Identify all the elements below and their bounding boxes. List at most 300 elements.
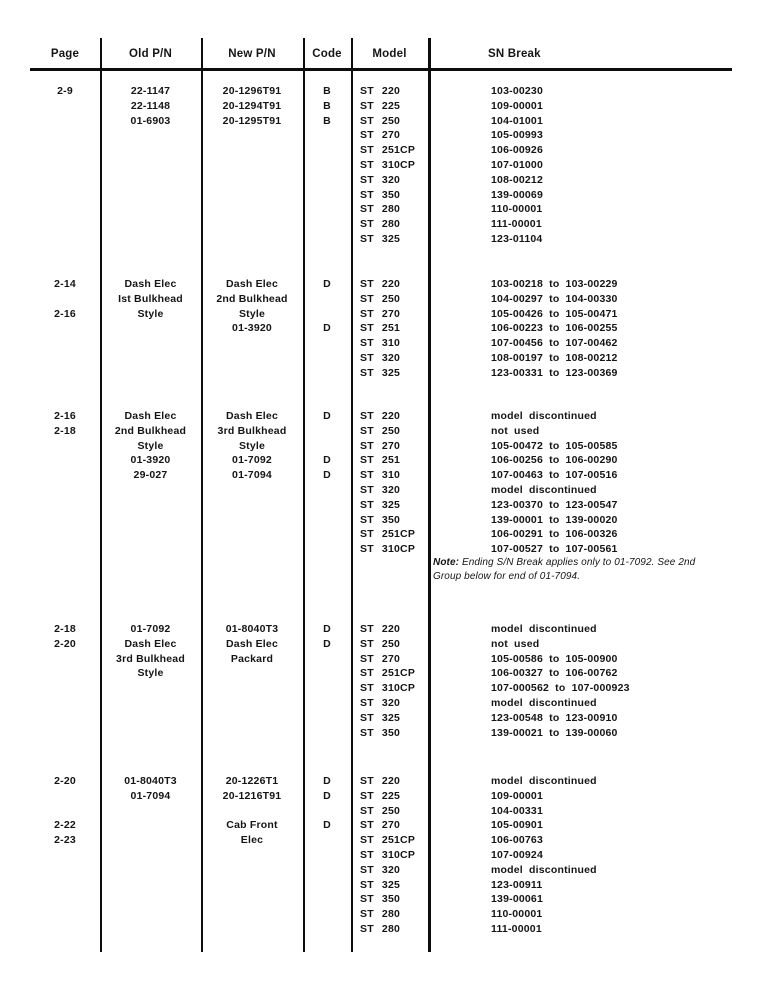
sn-break-note bbox=[433, 556, 733, 583]
cell-new: Dash Elec bbox=[226, 637, 278, 650]
cell-code: B bbox=[323, 114, 331, 127]
cell-sn: 106-00763 bbox=[491, 834, 544, 847]
cell-model: ST 250 bbox=[360, 424, 401, 437]
header-sn-break: SN Break bbox=[488, 48, 541, 60]
cell-model: ST 280 bbox=[360, 218, 401, 231]
cell-new: 20-1295T91 bbox=[222, 114, 282, 127]
cell-page bbox=[30, 848, 100, 863]
cell-page bbox=[30, 542, 100, 557]
cell-model: ST 350 bbox=[360, 893, 401, 906]
cell-code bbox=[303, 188, 351, 203]
cell-new: 20-1226T1 bbox=[225, 775, 279, 787]
cell-old bbox=[100, 527, 201, 542]
cell-sn: 103-00230 bbox=[491, 85, 544, 97]
cell-sn: 106-00926 bbox=[491, 144, 544, 157]
cell-code bbox=[303, 232, 351, 247]
cell-model: ST 251CP bbox=[360, 834, 416, 847]
cell-sn: 139-00001 to 139-00020 bbox=[491, 513, 618, 526]
cell-code bbox=[303, 711, 351, 726]
table-row bbox=[30, 158, 732, 173]
cell-sn: 104-00297 to 104-00330 bbox=[491, 292, 618, 305]
cell-old bbox=[100, 711, 201, 726]
cell-code bbox=[303, 143, 351, 158]
cell-old bbox=[100, 173, 201, 188]
cell-model: ST 310CP bbox=[360, 848, 416, 861]
cell-old bbox=[100, 848, 201, 863]
cell-sn: 111-00001 bbox=[491, 218, 542, 231]
table-row bbox=[30, 99, 732, 114]
cell-new: Style bbox=[238, 439, 266, 452]
cell-code bbox=[303, 907, 351, 922]
cell-code bbox=[303, 666, 351, 681]
cell-page bbox=[30, 336, 100, 351]
cell-page: 2-20 bbox=[54, 775, 76, 787]
cell-sn: 107-00463 to 107-00516 bbox=[491, 469, 618, 482]
cell-sn: 105-00426 to 105-00471 bbox=[491, 307, 618, 320]
cell-new: 2nd Bulkhead bbox=[216, 292, 288, 305]
cell-new bbox=[201, 158, 303, 173]
header-page: Page bbox=[50, 48, 80, 60]
table-row bbox=[30, 622, 732, 637]
cell-new bbox=[201, 527, 303, 542]
cell-page bbox=[30, 217, 100, 232]
cell-new: 20-1296T91 bbox=[222, 85, 282, 97]
cell-code bbox=[303, 202, 351, 217]
cell-code bbox=[303, 681, 351, 696]
table-row bbox=[30, 128, 732, 143]
cell-new bbox=[201, 666, 303, 681]
table-row bbox=[30, 907, 732, 922]
cell-model: ST 280 bbox=[360, 203, 401, 216]
cell-new bbox=[201, 848, 303, 863]
cell-page bbox=[30, 498, 100, 513]
cell-sn: 123-00911 bbox=[491, 878, 543, 891]
note-label: Note: bbox=[433, 557, 460, 568]
header-code: Code bbox=[312, 48, 342, 60]
cell-sn: 139-00061 bbox=[491, 893, 544, 906]
table-row bbox=[30, 637, 732, 652]
cell-page: 2-23 bbox=[54, 834, 76, 847]
table-row bbox=[30, 848, 732, 863]
cell-code: D bbox=[323, 322, 331, 335]
table-row bbox=[30, 202, 732, 217]
cell-sn: model discontinued bbox=[491, 410, 597, 422]
cell-model: ST 251 bbox=[360, 454, 401, 467]
row-group bbox=[30, 774, 732, 937]
cell-page bbox=[30, 652, 100, 667]
note-text-line1: Ending S/N Break applies only to 01-7092. See 2nd bbox=[459, 557, 696, 568]
cell-old: Ist Bulkhead bbox=[118, 292, 183, 305]
cell-new: 01-8040T3 bbox=[225, 623, 279, 635]
header-rule bbox=[30, 68, 732, 71]
cell-new bbox=[201, 696, 303, 711]
table-row bbox=[30, 366, 732, 381]
cell-page bbox=[30, 878, 100, 893]
cell-code bbox=[303, 696, 351, 711]
cell-old bbox=[100, 542, 201, 557]
table-header-row bbox=[30, 44, 732, 64]
cell-code: D bbox=[323, 469, 331, 482]
cell-code bbox=[303, 922, 351, 937]
cell-code bbox=[303, 498, 351, 513]
table-row bbox=[30, 277, 732, 292]
cell-page bbox=[30, 439, 100, 454]
cell-code: D bbox=[323, 775, 331, 787]
cell-code bbox=[303, 527, 351, 542]
cell-new bbox=[201, 173, 303, 188]
cell-page bbox=[30, 321, 100, 336]
cell-code bbox=[303, 336, 351, 351]
table-row bbox=[30, 513, 732, 528]
cell-model: ST 220 bbox=[360, 410, 401, 422]
cell-new bbox=[201, 143, 303, 158]
table-row bbox=[30, 696, 732, 711]
cell-new bbox=[201, 351, 303, 366]
cell-model: ST 320 bbox=[360, 173, 401, 186]
cell-sn: 107-00527 to 107-00561 bbox=[491, 543, 618, 556]
cell-page bbox=[30, 483, 100, 498]
cell-old: 2nd Bulkhead bbox=[114, 424, 187, 437]
cell-model: ST 225 bbox=[360, 789, 401, 802]
cell-model: ST 325 bbox=[360, 498, 401, 511]
cell-model: ST 310CP bbox=[360, 682, 416, 695]
cell-old bbox=[100, 833, 201, 848]
cell-new: 20-1294T91 bbox=[222, 99, 282, 112]
cell-page bbox=[30, 351, 100, 366]
cell-model: ST 250 bbox=[360, 637, 401, 650]
cell-sn: 123-00331 to 123-00369 bbox=[491, 366, 618, 379]
cell-new bbox=[201, 711, 303, 726]
cell-page bbox=[30, 202, 100, 217]
cell-page bbox=[30, 907, 100, 922]
cell-old: Dash Elec bbox=[124, 410, 177, 422]
table-row bbox=[30, 336, 732, 351]
cell-old: 01-3920 bbox=[130, 454, 171, 467]
cell-model: ST 270 bbox=[360, 129, 401, 142]
cell-model: ST 320 bbox=[360, 863, 401, 876]
cell-model: ST 320 bbox=[360, 483, 401, 496]
cell-old bbox=[100, 892, 201, 907]
cell-old bbox=[100, 863, 201, 878]
cell-new: Cab Front bbox=[226, 819, 278, 832]
row-group bbox=[30, 277, 732, 381]
cell-old bbox=[100, 232, 201, 247]
table-row bbox=[30, 409, 732, 424]
cell-old bbox=[100, 498, 201, 513]
table-row bbox=[30, 878, 732, 893]
cell-sn: 107-00924 bbox=[491, 848, 544, 861]
cell-model: ST 220 bbox=[360, 278, 401, 290]
table-row bbox=[30, 863, 732, 878]
table-row bbox=[30, 217, 732, 232]
cell-sn: model discontinued bbox=[491, 696, 597, 709]
row-group bbox=[30, 622, 732, 740]
cell-new bbox=[201, 681, 303, 696]
cell-sn: model discontinued bbox=[491, 863, 597, 876]
cell-page: 2-22 bbox=[54, 819, 76, 832]
cell-old: 22-1148 bbox=[130, 99, 171, 112]
cell-code bbox=[303, 366, 351, 381]
cell-sn: model discontinued bbox=[491, 483, 597, 496]
cell-code: D bbox=[323, 637, 331, 650]
cell-page bbox=[30, 468, 100, 483]
cell-sn: 104-00331 bbox=[491, 804, 544, 817]
cell-code bbox=[303, 892, 351, 907]
cell-new bbox=[201, 513, 303, 528]
cell-page bbox=[30, 366, 100, 381]
table-row bbox=[30, 84, 732, 99]
cell-old: 01-8040T3 bbox=[124, 775, 177, 787]
table-row bbox=[30, 188, 732, 203]
header-model: Model bbox=[372, 48, 407, 60]
cell-model: ST 325 bbox=[360, 366, 401, 379]
cell-sn: 107-00456 to 107-00462 bbox=[491, 337, 618, 350]
cell-old bbox=[100, 696, 201, 711]
cell-new bbox=[201, 232, 303, 247]
cell-page: 2-16 bbox=[54, 410, 76, 422]
cell-page bbox=[30, 128, 100, 143]
cell-page bbox=[30, 892, 100, 907]
cell-model: ST 320 bbox=[360, 351, 401, 364]
cell-sn: 109-00001 bbox=[491, 99, 544, 112]
cell-code bbox=[303, 804, 351, 819]
cell-code bbox=[303, 424, 351, 439]
cell-old bbox=[100, 128, 201, 143]
cell-code bbox=[303, 833, 351, 848]
cell-sn: 110-00001 bbox=[491, 203, 543, 216]
cell-sn: 111-00001 bbox=[491, 922, 542, 935]
cell-model: ST 310 bbox=[360, 337, 401, 350]
cell-page bbox=[30, 711, 100, 726]
cell-code: D bbox=[323, 454, 331, 467]
cell-page: 2-20 bbox=[54, 637, 76, 650]
table-row bbox=[30, 321, 732, 336]
table-row bbox=[30, 726, 732, 741]
cell-model: ST 280 bbox=[360, 922, 401, 935]
cell-old: Style bbox=[137, 439, 164, 452]
cell-model: ST 251CP bbox=[360, 667, 416, 680]
cell-model: ST 310CP bbox=[360, 543, 416, 556]
cell-old: Style bbox=[137, 667, 164, 680]
cell-code bbox=[303, 726, 351, 741]
cell-code bbox=[303, 128, 351, 143]
cell-page bbox=[30, 158, 100, 173]
table-row bbox=[30, 232, 732, 247]
table-row bbox=[30, 527, 732, 542]
table-row bbox=[30, 351, 732, 366]
cell-sn: model discontinued bbox=[491, 775, 597, 787]
cell-sn: 106-00291 to 106-00326 bbox=[491, 528, 618, 541]
cell-code bbox=[303, 158, 351, 173]
cell-code: B bbox=[323, 99, 331, 112]
cell-code: D bbox=[323, 623, 331, 635]
cell-page bbox=[30, 789, 100, 804]
cell-model: ST 270 bbox=[360, 439, 401, 452]
table-row bbox=[30, 804, 732, 819]
cell-page bbox=[30, 143, 100, 158]
cell-model: ST 325 bbox=[360, 232, 401, 245]
table-row bbox=[30, 666, 732, 681]
table-row bbox=[30, 307, 732, 322]
cell-code: D bbox=[323, 410, 331, 422]
cell-sn: 123-01104 bbox=[491, 232, 543, 245]
cell-model: ST 250 bbox=[360, 292, 401, 305]
cell-new bbox=[201, 878, 303, 893]
cell-page bbox=[30, 173, 100, 188]
cell-new bbox=[201, 726, 303, 741]
cell-sn: 107-01000 bbox=[491, 158, 544, 171]
cell-model: ST 251CP bbox=[360, 144, 416, 157]
header-old-pn: Old P/N bbox=[129, 48, 172, 60]
cell-old: Dash Elec bbox=[124, 278, 177, 290]
cell-code bbox=[303, 439, 351, 454]
cell-old: 01-7092 bbox=[130, 623, 171, 635]
cell-code bbox=[303, 217, 351, 232]
cell-page bbox=[30, 188, 100, 203]
cell-old bbox=[100, 513, 201, 528]
cell-code bbox=[303, 292, 351, 307]
cell-code bbox=[303, 513, 351, 528]
cell-new bbox=[201, 542, 303, 557]
cell-sn: 106-00327 to 106-00762 bbox=[491, 667, 618, 680]
cell-code bbox=[303, 483, 351, 498]
table-row bbox=[30, 439, 732, 454]
cell-code bbox=[303, 173, 351, 188]
table-row bbox=[30, 498, 732, 513]
cell-new: 01-7092 bbox=[232, 454, 272, 467]
cell-sn: 104-01001 bbox=[491, 114, 544, 127]
cell-sn: 105-00993 bbox=[491, 129, 544, 142]
cell-model: ST 350 bbox=[360, 726, 401, 739]
cell-page bbox=[30, 114, 100, 129]
cell-sn: 109-00001 bbox=[491, 789, 544, 802]
cell-page bbox=[30, 863, 100, 878]
cell-new: 3rd Bulkhead bbox=[217, 424, 287, 437]
cell-new bbox=[201, 498, 303, 513]
table-row bbox=[30, 818, 732, 833]
cell-model: ST 350 bbox=[360, 513, 401, 526]
table-row bbox=[30, 789, 732, 804]
cell-old bbox=[100, 351, 201, 366]
cell-code bbox=[303, 307, 351, 322]
cell-old bbox=[100, 143, 201, 158]
cell-model: ST 270 bbox=[360, 307, 401, 320]
cell-new bbox=[201, 202, 303, 217]
cell-old: Style bbox=[137, 307, 164, 320]
cell-code: D bbox=[323, 789, 331, 802]
cell-page: 2-9 bbox=[57, 85, 73, 97]
cell-page bbox=[30, 232, 100, 247]
cell-sn: 123-00548 to 123-00910 bbox=[491, 711, 618, 724]
cell-model: ST 310 bbox=[360, 469, 401, 482]
cell-new bbox=[201, 804, 303, 819]
table-row bbox=[30, 652, 732, 667]
cell-old: Dash Elec bbox=[124, 637, 177, 650]
cell-old bbox=[100, 217, 201, 232]
cell-sn: not used bbox=[491, 424, 540, 437]
cell-new bbox=[201, 336, 303, 351]
cell-new: Packard bbox=[230, 652, 274, 665]
note-text-line2: Group below for end of 01-7094. bbox=[433, 570, 581, 582]
cell-model: ST 225 bbox=[360, 99, 401, 112]
cell-page bbox=[30, 99, 100, 114]
table-row bbox=[30, 173, 732, 188]
cell-model: ST 280 bbox=[360, 908, 401, 921]
cell-new: Style bbox=[238, 307, 266, 320]
cell-sn: 139-00021 to 139-00060 bbox=[491, 726, 618, 739]
cell-code bbox=[303, 351, 351, 366]
cell-new: Dash Elec bbox=[226, 278, 278, 290]
table-row bbox=[30, 292, 732, 307]
cell-model: ST 325 bbox=[360, 878, 401, 891]
cell-page bbox=[30, 726, 100, 741]
cell-sn: 105-00472 to 105-00585 bbox=[491, 439, 618, 452]
cell-new: 01-3920 bbox=[232, 322, 272, 335]
cell-page: 2-14 bbox=[54, 278, 76, 290]
table-row bbox=[30, 774, 732, 789]
table-row bbox=[30, 143, 732, 158]
cell-page bbox=[30, 513, 100, 528]
cell-new bbox=[201, 188, 303, 203]
cell-model: ST 250 bbox=[360, 804, 401, 817]
cell-old: 3rd Bulkhead bbox=[116, 652, 185, 665]
table-row bbox=[30, 892, 732, 907]
cell-model: ST 320 bbox=[360, 696, 401, 709]
cell-new bbox=[201, 483, 303, 498]
cell-old bbox=[100, 483, 201, 498]
cell-new bbox=[201, 366, 303, 381]
cell-new: Dash Elec bbox=[226, 410, 278, 422]
cell-sn: 105-00586 to 105-00900 bbox=[491, 652, 618, 665]
cell-old bbox=[100, 202, 201, 217]
table-row bbox=[30, 114, 732, 129]
cell-old: 29-027 bbox=[133, 469, 168, 482]
header-new-pn: New P/N bbox=[228, 48, 276, 60]
cell-old bbox=[100, 336, 201, 351]
cell-sn: 103-00218 to 103-00229 bbox=[491, 278, 618, 290]
cell-code bbox=[303, 878, 351, 893]
cell-page bbox=[30, 804, 100, 819]
cell-old bbox=[100, 321, 201, 336]
cell-model: ST 325 bbox=[360, 711, 401, 724]
cell-page: 2-16 bbox=[54, 307, 76, 320]
cell-page bbox=[30, 666, 100, 681]
cell-page bbox=[30, 922, 100, 937]
cell-old: 22-1147 bbox=[130, 85, 171, 97]
cell-old bbox=[100, 878, 201, 893]
cell-page: 2-18 bbox=[54, 623, 76, 635]
cell-sn: 106-00256 to 106-00290 bbox=[491, 454, 618, 467]
cell-old bbox=[100, 366, 201, 381]
cell-new: 20-1216T91 bbox=[222, 789, 282, 802]
cell-old bbox=[100, 188, 201, 203]
cell-code bbox=[303, 542, 351, 557]
cell-code bbox=[303, 848, 351, 863]
cell-new: 01-7094 bbox=[232, 469, 272, 482]
cell-sn: 123-00370 to 123-00547 bbox=[491, 498, 618, 511]
cell-old bbox=[100, 907, 201, 922]
cell-new bbox=[201, 128, 303, 143]
cell-page bbox=[30, 681, 100, 696]
cell-code bbox=[303, 863, 351, 878]
cell-new bbox=[201, 922, 303, 937]
cell-page bbox=[30, 696, 100, 711]
cell-sn: 107-000562 to 107-000923 bbox=[491, 682, 630, 695]
cell-old bbox=[100, 922, 201, 937]
table-row bbox=[30, 833, 732, 848]
table-row bbox=[30, 542, 732, 557]
cell-page bbox=[30, 527, 100, 542]
